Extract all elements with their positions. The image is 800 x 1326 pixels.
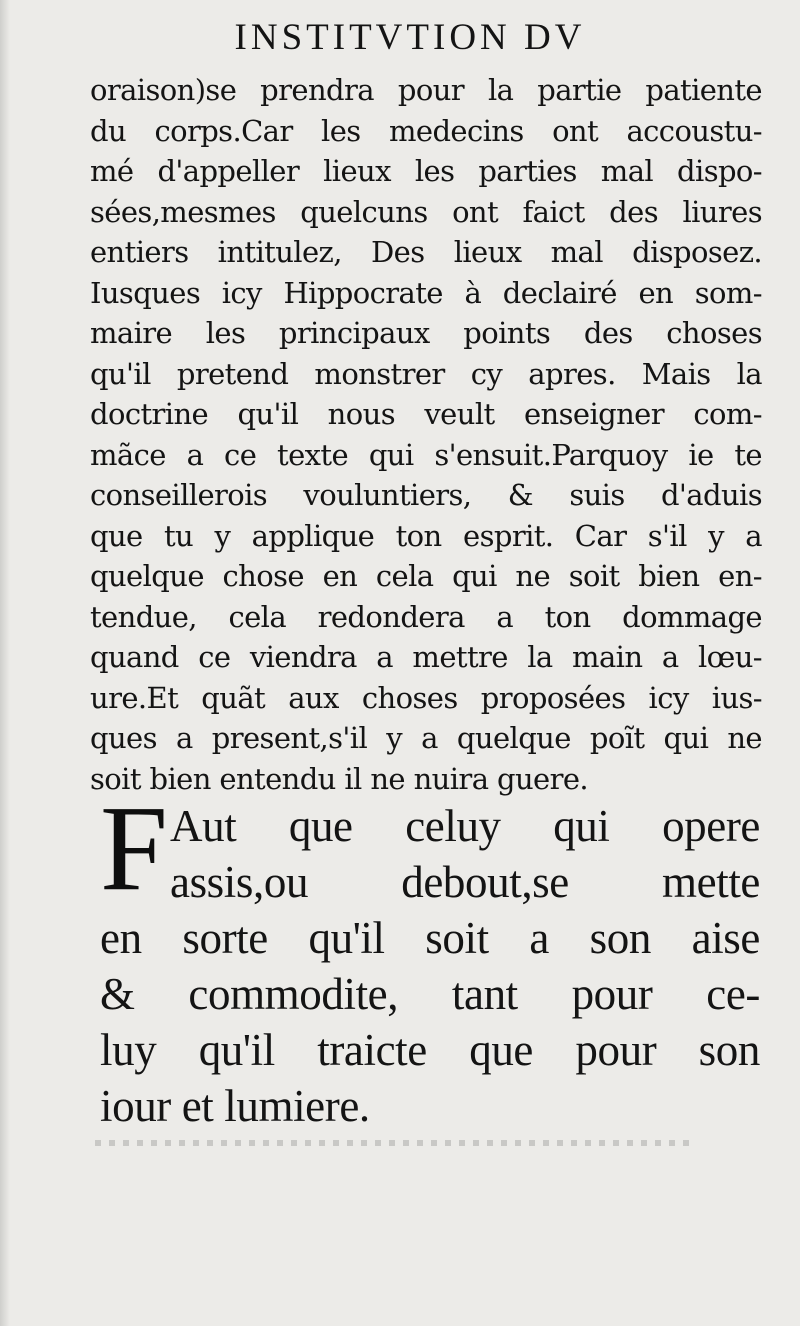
section-line: en sorte qu'il soit a son aise [100,913,760,963]
show-through-rule [95,1140,695,1146]
body-text [90,70,762,799]
text-line: mé d'appeller lieux les parties mal dispo- [90,154,762,188]
section-line: luy qu'il traicte que pour son [100,1025,760,1075]
text-line: quelque chose en cela qui ne soit bien en- [90,559,762,593]
text-section [100,781,760,1134]
section-line: assis,ou debout,se mette [170,857,760,907]
text-line: tendue, cela redondera a ton dommage [90,599,762,634]
text-line: quand ce viendra a mettre la main a lœu- [90,640,762,674]
text-line: Iusques icy Hippocrate à declairé en som- [90,275,762,310]
section-line: iour et lumiere. [100,1081,370,1131]
section-line: Aut que celuy qui opere [170,801,760,851]
text-line: du corps.Car les medecins ont accoustu- [90,113,762,148]
text-line: qu'il pretend monstrer cy apres. Mais la [90,356,762,391]
text-line: maire les principaux points des choses [90,316,762,350]
text-line: conseillerois vouluntiers, & suis d'aduis [90,478,762,512]
section-line: & commodite, tant pour ce- [100,969,760,1019]
text-line: ques a present,s'il y a quelque poĩt qui ne [90,721,762,755]
text-line: entiers intitulez, Des lieux mal disposez. [90,235,762,269]
drop-cap-initial: F [100,781,168,916]
text-line: mãce a ce texte qui s'ensuit.Parquoy ie te [90,437,762,472]
text-line: que tu y applique ton esprit. Car s'il y a [90,518,762,553]
text-line: oraison)se prendra pour la partie patiente [90,73,762,107]
text-line: doctrine qu'il nous veult enseigner com- [90,397,762,431]
text-line: sées,mesmes quelcuns ont faict des liures [90,194,762,229]
running-head: INSTITVTION DV [234,17,586,58]
text-line: ure.Et quãt aux choses proposées icy ius- [90,680,762,715]
text-line: soit bien entendu il ne nuira guere. [90,761,589,796]
